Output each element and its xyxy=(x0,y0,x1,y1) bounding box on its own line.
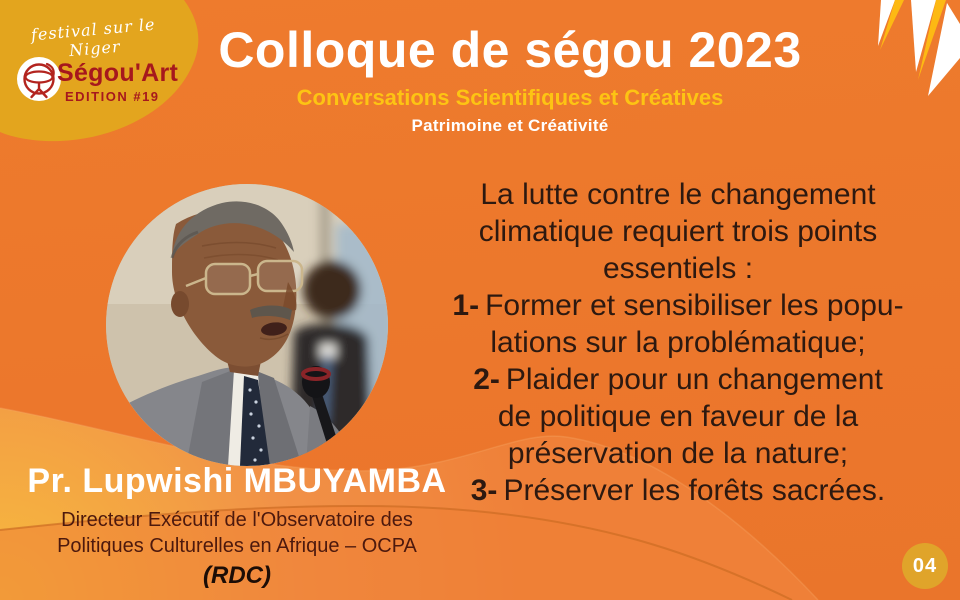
quote-line: préservation de la nature; xyxy=(507,437,849,470)
subtitle: Conversations Scientifiques et Créatives xyxy=(296,85,724,110)
speaker-role-line1: Directeur Exécutif de l'Observatoire des xyxy=(61,509,413,531)
festival-logo xyxy=(17,57,61,101)
speaker-photo xyxy=(106,184,388,466)
page-title: Colloque de ségou 2023 xyxy=(218,22,802,78)
segouart-logo-text: Ségou'Art xyxy=(57,59,179,87)
speaker-info xyxy=(12,461,462,590)
quote-line: lations sur la problématique; xyxy=(490,326,866,359)
page-number: 04 xyxy=(912,554,938,577)
header xyxy=(70,22,950,136)
edition-label: EDITION #19 xyxy=(65,89,160,104)
quote-line: de politique en faveur de la xyxy=(497,400,859,433)
quote-line: 1- Former et sensibiliser les popu- xyxy=(452,289,904,322)
page-number-badge xyxy=(902,543,948,589)
speaker-country: (RDC) xyxy=(203,562,271,589)
quote-line: 2- Plaider pour un changement xyxy=(473,363,883,396)
quote-line: essentiels : xyxy=(602,252,754,285)
speaker-name: Pr. Lupwishi MBUYAMBA xyxy=(27,462,447,500)
quote-line: 3- Préserver les forêts sacrées. xyxy=(470,474,886,507)
theme-tagline: Patrimoine et Créativité xyxy=(411,116,609,135)
quote-line: climatique requiert trois points xyxy=(478,215,878,248)
festival-script-text: festival sur le Niger xyxy=(30,14,157,61)
festival-logo-icon xyxy=(17,57,61,101)
speaker-role-line2: Politiques Culturelles en Afrique – OCPA xyxy=(57,535,417,557)
quote-block xyxy=(410,176,946,509)
quote-line: La lutte contre le changement xyxy=(480,178,876,211)
